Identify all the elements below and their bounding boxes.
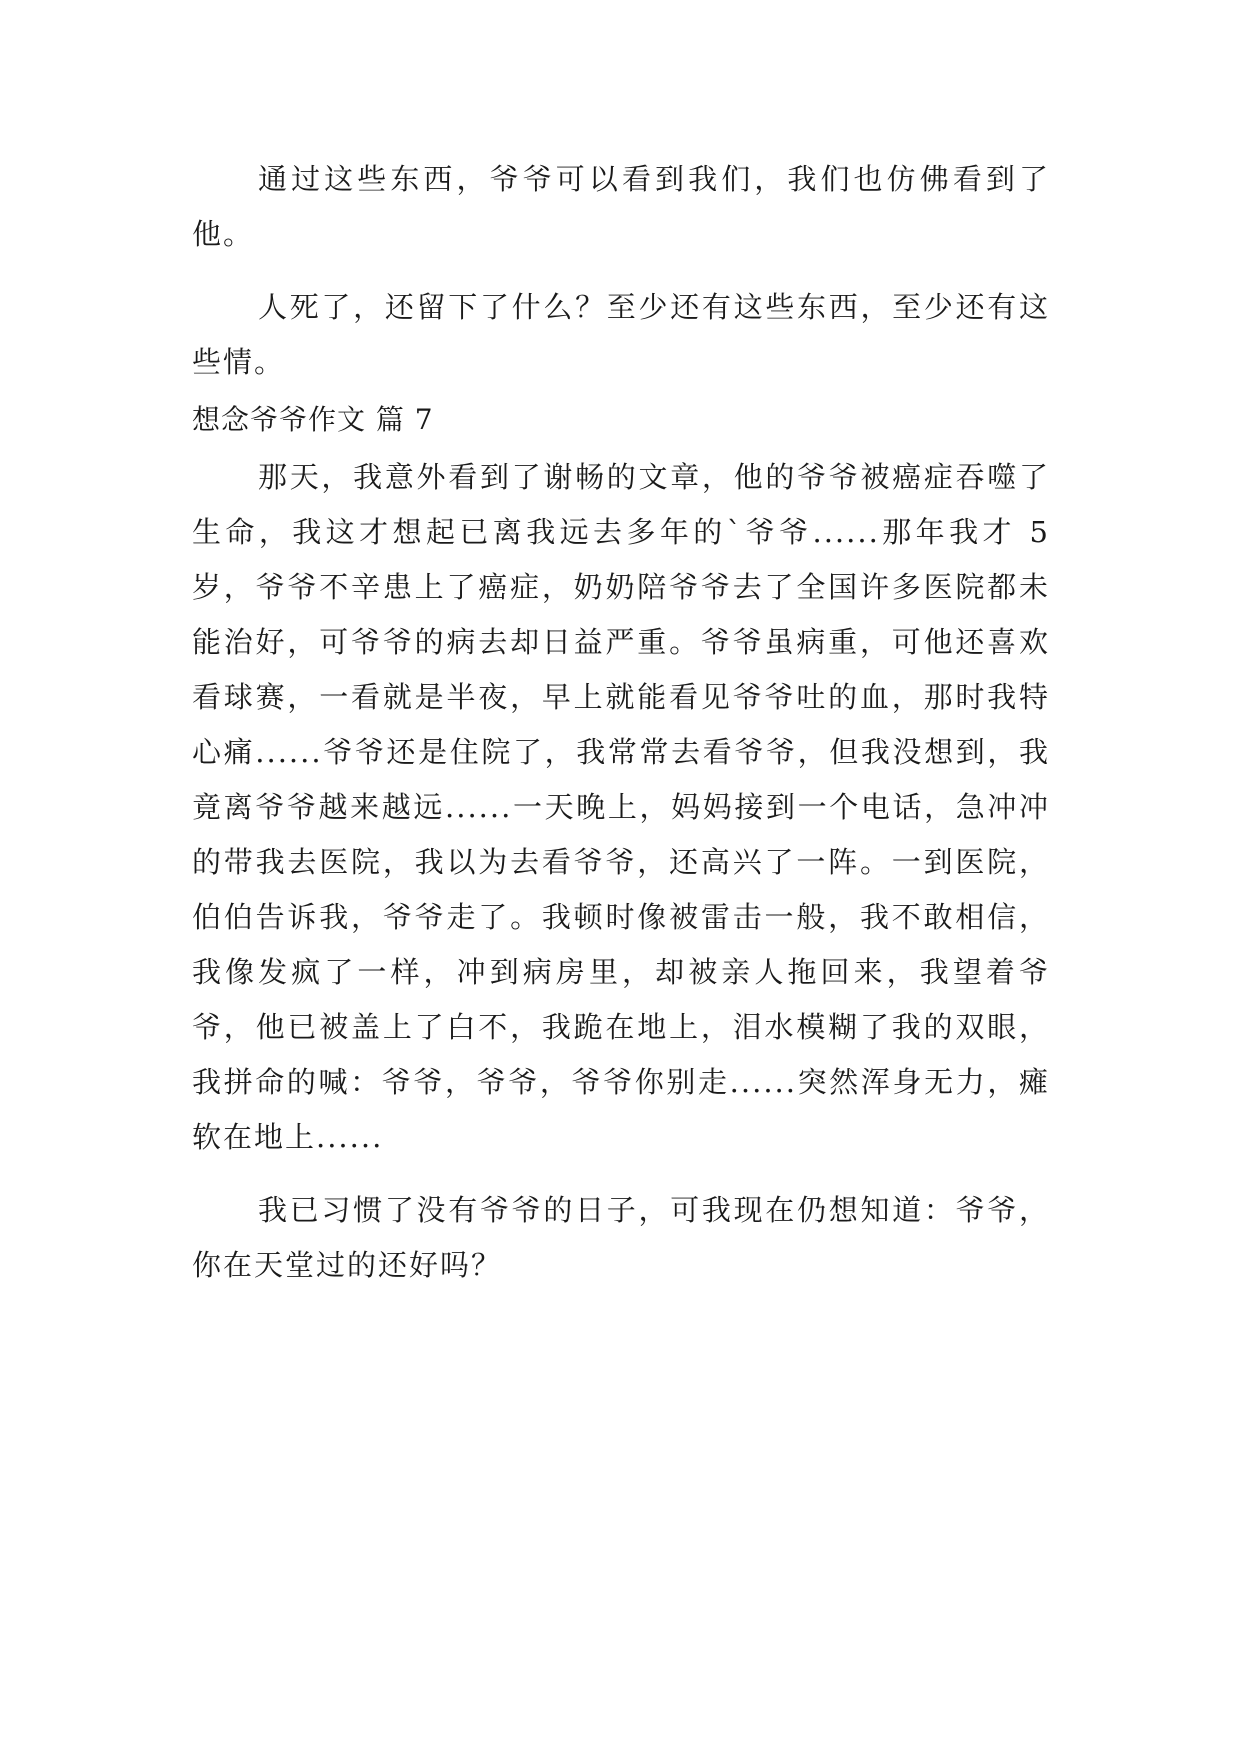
paragraph: 我已习惯了没有爷爷的日子，可我现在仍想知道：爷爷，你在天堂过的还好吗？ — [192, 1193, 1050, 1282]
paragraph: 那天，我意外看到了谢畅的文章，他的爷爷被癌症吞噬了生命，我这才想起已离我远去多年的`爷爷......那年我才 5 岁，爷爷不辛患上了癌症，奶奶陪爷爷去了全国许多医院都未能治好，可爷爷的病去却日益严重。爷爷虽病重，可他还喜欢看球赛，一看就是半夜，早上就能看见爷爷吐的血，那时我特心痛......爷爷还是住院了，我常常去看爷爷，但我没想到，我竟离爷爷越来越远......一天晚上，妈妈接到一个电话，急冲冲的带我去医院，我以为去看爷爷，还高兴了一阵。一到医院，伯伯告诉我，爷爷走了。我顿时像被雷击一般，我不敢相信，我像发疯了一样，冲到病房里，却被亲人拖回来，我望着爷爷，他已被盖上了白不，我跪在地上，泪水模糊了我的双眼，我拼命的喊：爷爷，爷爷，爷爷你别走......突然浑身无力，瘫软在地上...... — [192, 460, 1050, 1154]
section-heading: 想念爷爷作文 篇 7 — [192, 403, 434, 436]
paragraph: 人死了，还留下了什么？至少还有这些东西，至少还有这些情。 — [192, 290, 1050, 379]
paragraph: 通过这些东西，爷爷可以看到我们，我们也仿佛看到了他。 — [192, 162, 1050, 251]
document-body — [192, 152, 1050, 1293]
